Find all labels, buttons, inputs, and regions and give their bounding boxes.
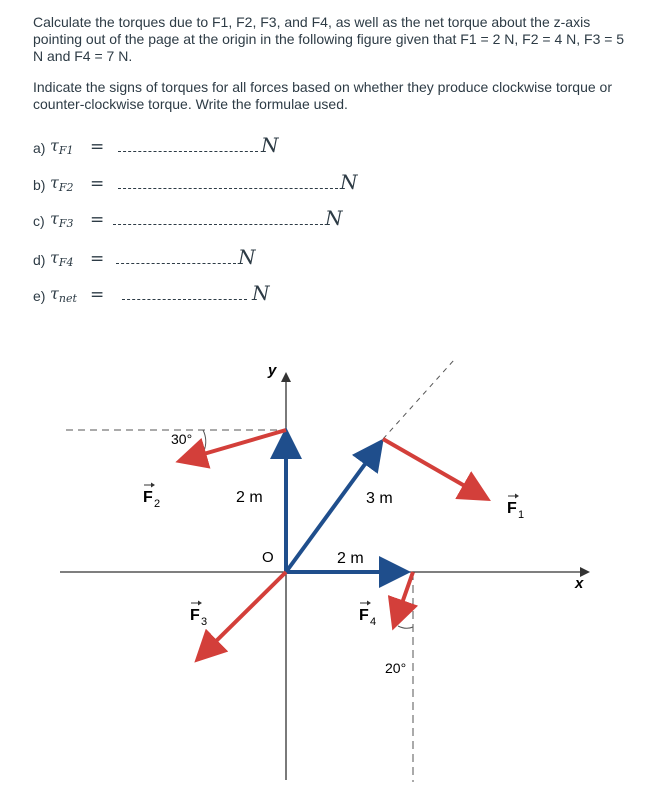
answer-label: e) [33, 288, 46, 304]
answer-label: b) [33, 177, 46, 193]
torque-symbol: $\tau_{net}$ [50, 284, 77, 305]
force-arrow-f1 [383, 439, 484, 497]
svg-text:3: 3 [201, 616, 208, 628]
force-label-f4 [359, 601, 376, 629]
unit-label: N [340, 170, 358, 194]
problem-statement [33, 14, 633, 113]
unit-label: N [325, 206, 343, 230]
answer-blank-a[interactable] [118, 151, 258, 152]
torque-symbol: $\tau_{F4}$ [50, 248, 74, 269]
torque-symbol: $\tau_{F2}$ [50, 173, 74, 194]
angle-arc-30 [203, 430, 206, 451]
equals-sign: = [90, 174, 105, 194]
answer-blank-b[interactable] [118, 188, 338, 189]
unit-label: N [238, 245, 256, 269]
problem-paragraph-2: Indicate the signs of torques for all forces based on whether they produce clockwise torque or counter-clockwise torque. Write the formulae used. [33, 79, 612, 112]
equals-sign: = [90, 285, 105, 305]
unit-label: N [261, 133, 279, 157]
angle-arc-20 [398, 626, 413, 628]
force-arrow-f4 [395, 572, 413, 623]
answer-label: c) [33, 213, 45, 229]
answer-blank-c[interactable] [113, 224, 323, 225]
svg-text:F: F [190, 607, 200, 624]
distance-label-y: 2 m [236, 489, 263, 506]
origin-label: O [262, 549, 274, 566]
svg-text:F: F [359, 607, 369, 624]
svg-text:F: F [143, 489, 153, 506]
answer-label: d) [33, 252, 46, 268]
force-label-f1 [507, 494, 524, 522]
x-axis-label: x [575, 575, 584, 592]
distance-label-x: 2 m [337, 550, 364, 567]
diagonal-extension-dashed-line [383, 360, 454, 439]
answer-label: a) [33, 140, 46, 156]
force-label-f2 [143, 483, 160, 511]
force-arrow-f2 [183, 430, 286, 460]
answer-blank-d[interactable] [116, 263, 236, 264]
torque-symbol: $\tau_{F1}$ [50, 136, 74, 157]
position-vector-diagonal [286, 445, 379, 572]
equals-sign: = [90, 249, 105, 269]
force-label-f3 [190, 601, 207, 629]
problem-paragraph-1: Calculate the torques due to F1, F2, F3, and F4, as well as the net torque about the z-axis pointing out of the page at the origin in the following figure given that F1 = 2 N, F2 = 4 N, F3 = 5 N and F4 = 7 N. [33, 14, 625, 64]
svg-text:1: 1 [518, 509, 525, 521]
torque-figure [0, 340, 664, 802]
angle-label-20: 20° [385, 660, 407, 676]
svg-text:4: 4 [370, 616, 377, 628]
svg-text:F: F [507, 500, 517, 517]
svg-text:2: 2 [154, 498, 161, 510]
equals-sign: = [90, 210, 105, 230]
force-arrow-f3 [200, 572, 286, 657]
y-axis-label: y [268, 362, 277, 379]
unit-label: N [252, 281, 270, 305]
angle-label-30: 30° [171, 431, 193, 447]
equals-sign: = [90, 137, 105, 157]
distance-label-diagonal: 3 m [366, 490, 393, 507]
torque-symbol: $\tau_{F3}$ [50, 209, 74, 230]
answer-blank-e[interactable] [122, 299, 247, 300]
